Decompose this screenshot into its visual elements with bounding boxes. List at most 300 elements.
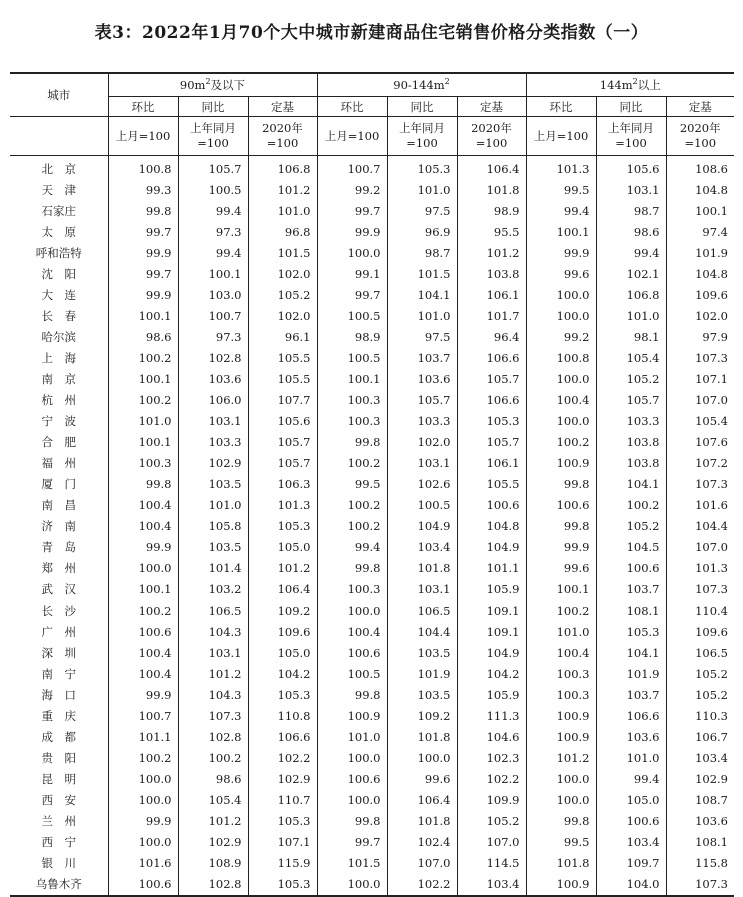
index-value: 99.4 [317,537,387,558]
index-value: 100.1 [666,200,734,221]
index-value: 105.5 [248,347,317,368]
city-name: 太 原 [41,224,76,239]
table-row [10,600,734,621]
table-row [10,874,734,896]
table-row [10,390,734,411]
table-row [10,242,734,263]
index-value: 105.3 [248,684,317,705]
table-row [10,284,734,305]
index-value: 106.4 [387,789,457,810]
index-value: 106.3 [248,474,317,495]
table-row [10,810,734,831]
table-row [10,263,734,284]
base-label: 上年同月=100 [596,117,666,156]
index-value: 105.2 [248,284,317,305]
index-value: 101.0 [387,305,457,326]
index-value: 100.2 [317,516,387,537]
index-value: 100.2 [178,747,248,768]
index-value: 104.9 [457,537,526,558]
index-value: 104.8 [666,179,734,200]
index-value: 108.1 [596,600,666,621]
table-row [10,747,734,768]
base-label: 上年同月=100 [387,117,457,156]
index-value: 105.3 [457,411,526,432]
table-row [10,705,734,726]
index-value: 100.0 [526,368,596,389]
index-value: 102.0 [387,432,457,453]
index-value: 115.8 [666,853,734,874]
base-label: 2020年=100 [666,117,734,156]
index-value: 107.1 [248,832,317,853]
index-value: 100.6 [108,874,178,896]
index-value: 103.5 [387,642,457,663]
index-value: 101.9 [666,242,734,263]
index-value: 110.7 [248,789,317,810]
index-value: 108.9 [178,853,248,874]
index-value: 100.3 [526,663,596,684]
index-value: 104.0 [596,874,666,896]
index-value: 100.9 [526,726,596,747]
index-value: 104.2 [248,663,317,684]
yoy-header: 同比 [596,97,666,117]
index-value: 99.9 [108,242,178,263]
index-value: 102.2 [457,768,526,789]
index-value: 105.3 [387,156,457,180]
index-value: 100.7 [108,705,178,726]
index-value: 102.0 [666,305,734,326]
table-row [10,474,734,495]
city-column-header: 城市 [10,73,108,117]
index-value: 100.7 [178,305,248,326]
index-value: 105.3 [248,810,317,831]
index-value: 100.5 [387,495,457,516]
index-value: 100.4 [108,663,178,684]
index-value: 111.3 [457,705,526,726]
index-value: 100.6 [596,558,666,579]
index-value: 100.0 [526,284,596,305]
index-value: 101.1 [457,558,526,579]
index-value: 95.5 [457,221,526,242]
page-title: 表3：2022年1月70个大中城市新建商品住宅销售价格分类指数（一） [94,23,649,43]
base-label: 上月=100 [108,117,178,156]
index-value: 100.6 [457,495,526,516]
index-value: 99.9 [108,537,178,558]
mom-header: 环比 [108,97,178,117]
table-row [10,853,734,874]
table-row [10,768,734,789]
index-value: 99.9 [108,810,178,831]
base-label: 2020年=100 [248,117,317,156]
index-value: 102.0 [248,263,317,284]
index-value: 99.1 [317,263,387,284]
city-name: 厦 门 [41,477,76,492]
index-value: 105.3 [248,874,317,896]
fixed-base-header: 定基 [666,97,734,117]
index-value: 99.4 [178,242,248,263]
city-name: 兰 州 [41,813,76,828]
index-value: 99.7 [108,221,178,242]
city-name: 郑 州 [41,561,76,576]
index-value: 99.9 [317,221,387,242]
index-value: 102.8 [178,347,248,368]
index-value: 103.4 [387,537,457,558]
index-value: 101.1 [108,726,178,747]
city-name: 重 庆 [41,708,76,723]
city-name: 大 连 [41,287,76,302]
index-value: 100.0 [317,747,387,768]
index-value: 104.8 [457,516,526,537]
index-value: 103.8 [457,263,526,284]
index-value: 105.6 [248,411,317,432]
index-value: 103.3 [178,432,248,453]
index-value: 98.9 [317,326,387,347]
index-value: 100.4 [317,621,387,642]
fixed-base-header: 定基 [457,97,526,117]
index-value: 101.9 [596,663,666,684]
index-value: 101.0 [108,411,178,432]
index-value: 105.0 [248,642,317,663]
index-value: 105.7 [457,432,526,453]
index-value: 100.4 [526,642,596,663]
index-value: 98.7 [387,242,457,263]
index-value: 101.0 [317,726,387,747]
index-value: 109.6 [666,621,734,642]
index-value: 104.8 [666,263,734,284]
index-value: 105.5 [248,368,317,389]
city-name: 石家庄 [41,203,76,218]
index-value: 99.2 [317,179,387,200]
city-name: 青 岛 [41,540,76,555]
index-value: 100.1 [526,221,596,242]
index-value: 103.6 [387,368,457,389]
index-value: 107.0 [666,390,734,411]
index-value: 100.8 [108,156,178,180]
index-value: 101.2 [248,558,317,579]
index-value: 100.7 [317,156,387,180]
index-value: 100.9 [526,705,596,726]
index-value: 100.6 [108,621,178,642]
index-value: 99.8 [317,432,387,453]
index-value: 100.6 [526,495,596,516]
table-row [10,347,734,368]
index-value: 101.2 [457,242,526,263]
index-value: 106.6 [457,390,526,411]
index-value: 107.0 [666,537,734,558]
index-value: 100.1 [526,579,596,600]
index-value: 97.5 [387,200,457,221]
index-value: 100.5 [178,179,248,200]
city-name: 银 川 [41,856,76,871]
index-value: 98.6 [178,768,248,789]
index-value: 101.2 [178,810,248,831]
index-value: 101.7 [457,305,526,326]
index-value: 99.9 [526,242,596,263]
table-header [10,73,734,156]
index-value: 106.8 [248,156,317,180]
index-value: 107.3 [666,474,734,495]
index-value: 99.8 [317,810,387,831]
index-value: 101.0 [387,179,457,200]
city-name: 南 昌 [41,498,76,513]
index-value: 105.9 [457,579,526,600]
city-name: 呼和浩特 [35,245,82,260]
index-value: 100.2 [317,495,387,516]
city-name: 天 津 [41,182,76,197]
index-value: 106.1 [457,284,526,305]
index-value: 98.1 [596,326,666,347]
city-name: 成 都 [41,729,76,744]
index-value: 101.9 [387,663,457,684]
index-value: 105.7 [248,432,317,453]
index-value: 103.5 [178,474,248,495]
table-row [10,789,734,810]
index-value: 107.0 [457,832,526,853]
yoy-header: 同比 [178,97,248,117]
index-value: 102.1 [596,263,666,284]
index-value: 96.8 [248,221,317,242]
index-value: 100.2 [526,432,596,453]
index-value: 100.2 [108,347,178,368]
index-value: 105.0 [248,537,317,558]
index-value: 103.3 [596,411,666,432]
index-value: 108.1 [666,832,734,853]
index-value: 101.4 [178,558,248,579]
index-value: 99.8 [526,474,596,495]
index-value: 99.8 [317,558,387,579]
index-value: 97.3 [178,221,248,242]
index-value: 106.6 [248,726,317,747]
table-row [10,537,734,558]
table-row [10,663,734,684]
index-value: 99.9 [108,684,178,705]
index-value: 101.6 [666,495,734,516]
index-value: 103.2 [178,579,248,600]
group-header: $144m^2$以上 [526,73,734,97]
index-value: 98.9 [457,200,526,221]
index-value: 104.9 [457,642,526,663]
index-value: 100.8 [526,347,596,368]
index-value: 99.8 [526,516,596,537]
index-value: 99.8 [108,200,178,221]
city-name: 济 南 [41,519,76,534]
index-value: 103.6 [666,810,734,831]
table-row [10,684,734,705]
city-name: 深 圳 [41,645,76,660]
index-value: 101.5 [248,242,317,263]
city-name: 长 沙 [41,603,76,618]
index-value: 105.2 [457,810,526,831]
index-value: 107.6 [666,432,734,453]
index-value: 100.0 [108,558,178,579]
table-row [10,305,734,326]
index-value: 100.2 [596,495,666,516]
index-value: 100.5 [317,347,387,368]
table-row [10,432,734,453]
index-value: 106.4 [457,156,526,180]
city-name: 北 京 [41,161,76,176]
city-name: 哈尔滨 [41,329,76,344]
index-value: 110.4 [666,600,734,621]
index-value: 115.9 [248,853,317,874]
index-value: 104.3 [178,621,248,642]
index-value: 101.0 [178,495,248,516]
table-row [10,411,734,432]
city-name: 沈 阳 [41,266,76,281]
index-value: 103.0 [178,284,248,305]
index-value: 106.5 [666,642,734,663]
index-value: 103.7 [596,579,666,600]
index-value: 97.3 [178,326,248,347]
index-value: 106.6 [457,347,526,368]
index-value: 103.3 [387,411,457,432]
city-name: 西 宁 [41,835,76,850]
index-value: 105.8 [178,516,248,537]
index-value: 105.7 [248,453,317,474]
index-value: 105.6 [596,156,666,180]
index-value: 100.0 [317,874,387,896]
index-value: 100.0 [108,832,178,853]
index-value: 100.1 [108,432,178,453]
index-value: 102.9 [666,768,734,789]
yoy-header: 同比 [387,97,457,117]
index-value: 101.3 [666,558,734,579]
index-value: 100.1 [108,305,178,326]
index-value: 101.0 [248,200,317,221]
index-value: 101.8 [387,810,457,831]
index-value: 107.3 [666,579,734,600]
index-value: 104.5 [596,537,666,558]
index-value: 107.3 [666,874,734,896]
index-value: 103.6 [596,726,666,747]
index-value: 100.6 [317,642,387,663]
index-value: 106.7 [666,726,734,747]
mom-header: 环比 [526,97,596,117]
index-value: 105.4 [666,411,734,432]
index-value: 109.2 [387,705,457,726]
index-value: 101.0 [596,747,666,768]
index-value: 103.7 [387,347,457,368]
table-row [10,453,734,474]
index-value: 99.5 [526,179,596,200]
index-value: 100.1 [108,368,178,389]
index-value: 105.3 [248,516,317,537]
city-name: 长 春 [41,308,76,323]
index-value: 101.2 [178,663,248,684]
index-value: 100.0 [108,789,178,810]
index-value: 99.6 [387,768,457,789]
index-value: 106.6 [596,705,666,726]
table-row [10,179,734,200]
group-header: $90-144m^2$ [317,73,526,97]
base-label: 上月=100 [317,117,387,156]
index-value: 100.0 [526,411,596,432]
index-value: 106.4 [248,579,317,600]
city-name: 宁 波 [41,414,76,429]
index-value: 100.2 [526,600,596,621]
index-value: 100.0 [317,242,387,263]
index-value: 99.7 [108,263,178,284]
city-name: 武 汉 [41,582,76,597]
city-name: 合 肥 [41,435,76,450]
index-value: 105.2 [666,684,734,705]
index-value: 101.8 [526,853,596,874]
index-value: 109.6 [248,621,317,642]
index-value: 106.5 [387,600,457,621]
city-header-blank [10,117,108,156]
city-name: 贵 阳 [41,750,76,765]
index-value: 105.0 [596,789,666,810]
base-label: 2020年=100 [457,117,526,156]
index-value: 104.4 [666,516,734,537]
base-label: 上月=100 [526,117,596,156]
index-value: 101.2 [526,747,596,768]
index-value: 103.1 [596,179,666,200]
index-value: 105.2 [596,516,666,537]
index-value: 102.9 [248,768,317,789]
table-row [10,156,734,180]
index-value: 101.8 [387,726,457,747]
index-value: 101.5 [387,263,457,284]
table-row [10,832,734,853]
index-value: 100.0 [317,600,387,621]
index-value: 109.1 [457,600,526,621]
index-value: 97.5 [387,326,457,347]
table-row [10,726,734,747]
index-value: 100.0 [526,768,596,789]
index-value: 101.2 [248,179,317,200]
index-value: 107.2 [666,453,734,474]
city-name: 昆 明 [41,771,76,786]
index-value: 102.4 [387,832,457,853]
table-row [10,326,734,347]
index-value: 104.1 [387,284,457,305]
price-index-table [10,72,734,897]
city-name: 杭 州 [41,393,76,408]
index-value: 100.0 [526,305,596,326]
index-value: 104.3 [178,684,248,705]
index-value: 99.7 [317,832,387,853]
index-value: 107.1 [666,368,734,389]
index-value: 107.7 [248,390,317,411]
table-body [10,156,734,896]
index-value: 99.4 [596,768,666,789]
city-name: 乌鲁木齐 [35,877,82,892]
index-value: 101.5 [317,853,387,874]
index-value: 101.6 [108,853,178,874]
index-value: 100.6 [596,810,666,831]
index-value: 105.2 [596,368,666,389]
table-row [10,221,734,242]
index-value: 99.6 [526,263,596,284]
index-value: 106.0 [178,390,248,411]
index-value: 101.0 [596,305,666,326]
index-value: 105.4 [178,789,248,810]
index-value: 106.1 [457,453,526,474]
table-row [10,579,734,600]
index-value: 104.2 [457,663,526,684]
table-row [10,621,734,642]
index-value: 100.4 [526,390,596,411]
index-value: 100.4 [108,642,178,663]
index-value: 98.7 [596,200,666,221]
index-value: 114.5 [457,853,526,874]
index-value: 96.1 [248,326,317,347]
index-value: 103.5 [387,684,457,705]
index-value: 100.2 [317,453,387,474]
table-row [10,558,734,579]
index-value: 102.9 [178,453,248,474]
index-value: 100.9 [317,705,387,726]
